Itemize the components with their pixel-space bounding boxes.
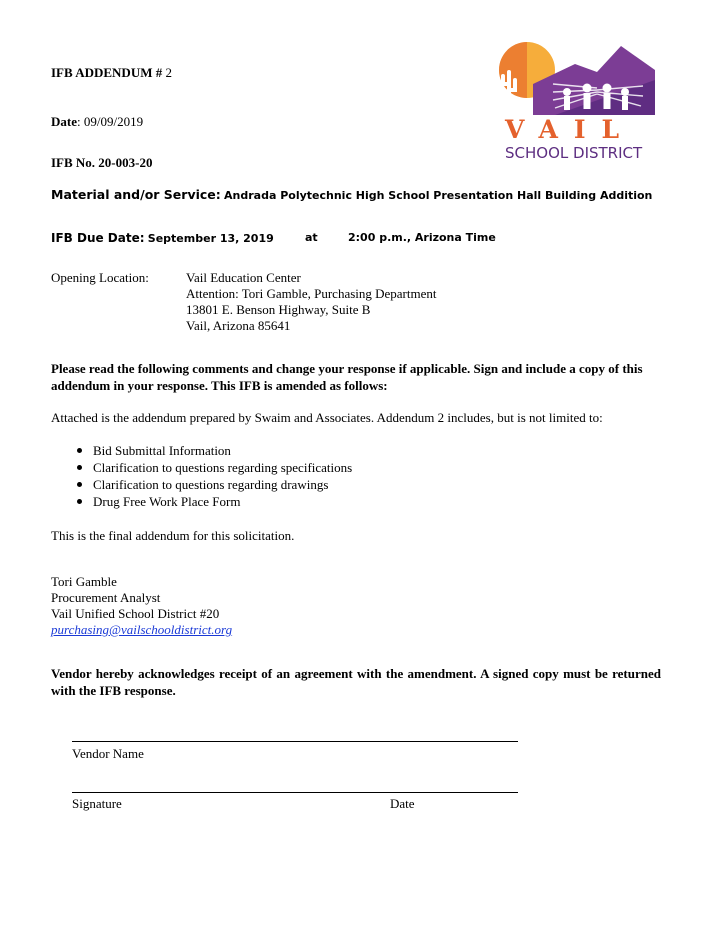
final-note: This is the final addendum for this solicitation. [51, 528, 295, 543]
due-date-label: IFB Due Date: [51, 231, 145, 245]
opening-line-1: Vail Education Center [186, 270, 301, 285]
signer-title: Procurement Analyst [51, 590, 161, 605]
signature-line [72, 792, 518, 793]
addendum-title [51, 65, 172, 81]
list-item: Bid Submittal Information [51, 442, 352, 459]
due-time: 2:00 p.m., Arizona Time [348, 231, 496, 244]
list-item: Clarification to questions regarding drawings [51, 476, 352, 493]
date-label: Date [51, 114, 77, 129]
logo-subtitle: SCHOOL DISTRICT [505, 144, 643, 162]
opening-line-4: Vail, Arizona 85641 [186, 318, 291, 333]
list-item: Drug Free Work Place Form [51, 493, 352, 510]
instructions-text: Please read the following comments and change your response if applicable. Sign and include a copy of this addendum in your response. This IFB is amended as follows: [51, 361, 643, 393]
opening-line-3: 13801 E. Benson Highway, Suite B [186, 302, 371, 317]
signer-email-link[interactable]: purchasing@vailschooldistrict.org [51, 622, 233, 637]
logo-word: VAIL [505, 115, 636, 144]
signer-org: Vail Unified School District #20 [51, 606, 220, 621]
vendor-name-label: Vendor Name [72, 746, 144, 761]
due-date-value: September 13, 2019 [147, 232, 274, 245]
addendum-number: 2 [165, 65, 172, 80]
date-value: : 09/09/2019 [77, 114, 144, 129]
attached-text: Attached is the addendum prepared by Swaim and Associates. Addendum 2 includes, but is not limited to: [51, 410, 603, 425]
date-line [51, 114, 143, 130]
ifb-number: IFB No. 20-003-20 [51, 155, 153, 170]
vail-school-district-logo [493, 40, 658, 162]
vendor-name-line [72, 741, 518, 742]
signer-email-wrap [51, 622, 232, 638]
material-value: Andrada Polytechnic High School Presentation Hall Building Addition [224, 189, 653, 202]
list-item: Clarification to questions regarding specifications [51, 459, 352, 476]
signature-label: Signature [72, 796, 122, 811]
due-at: at [305, 231, 318, 244]
addendum-label: IFB ADDENDUM # [51, 65, 163, 80]
opening-line-2: Attention: Tori Gamble, Purchasing Department [186, 286, 437, 301]
opening-location-label: Opening Location: [51, 270, 149, 285]
date-field-label: Date [390, 796, 415, 811]
addendum-items-list [51, 442, 352, 510]
acknowledgement-text: Vendor hereby acknowledges receipt of an agreement with the amendment. A signed copy must be returned with the IFB response. [51, 666, 661, 698]
signer-name: Tori Gamble [51, 574, 117, 589]
material-line [51, 187, 652, 203]
material-label: Material and/or Service: [51, 187, 221, 202]
due-date-line [51, 230, 274, 246]
